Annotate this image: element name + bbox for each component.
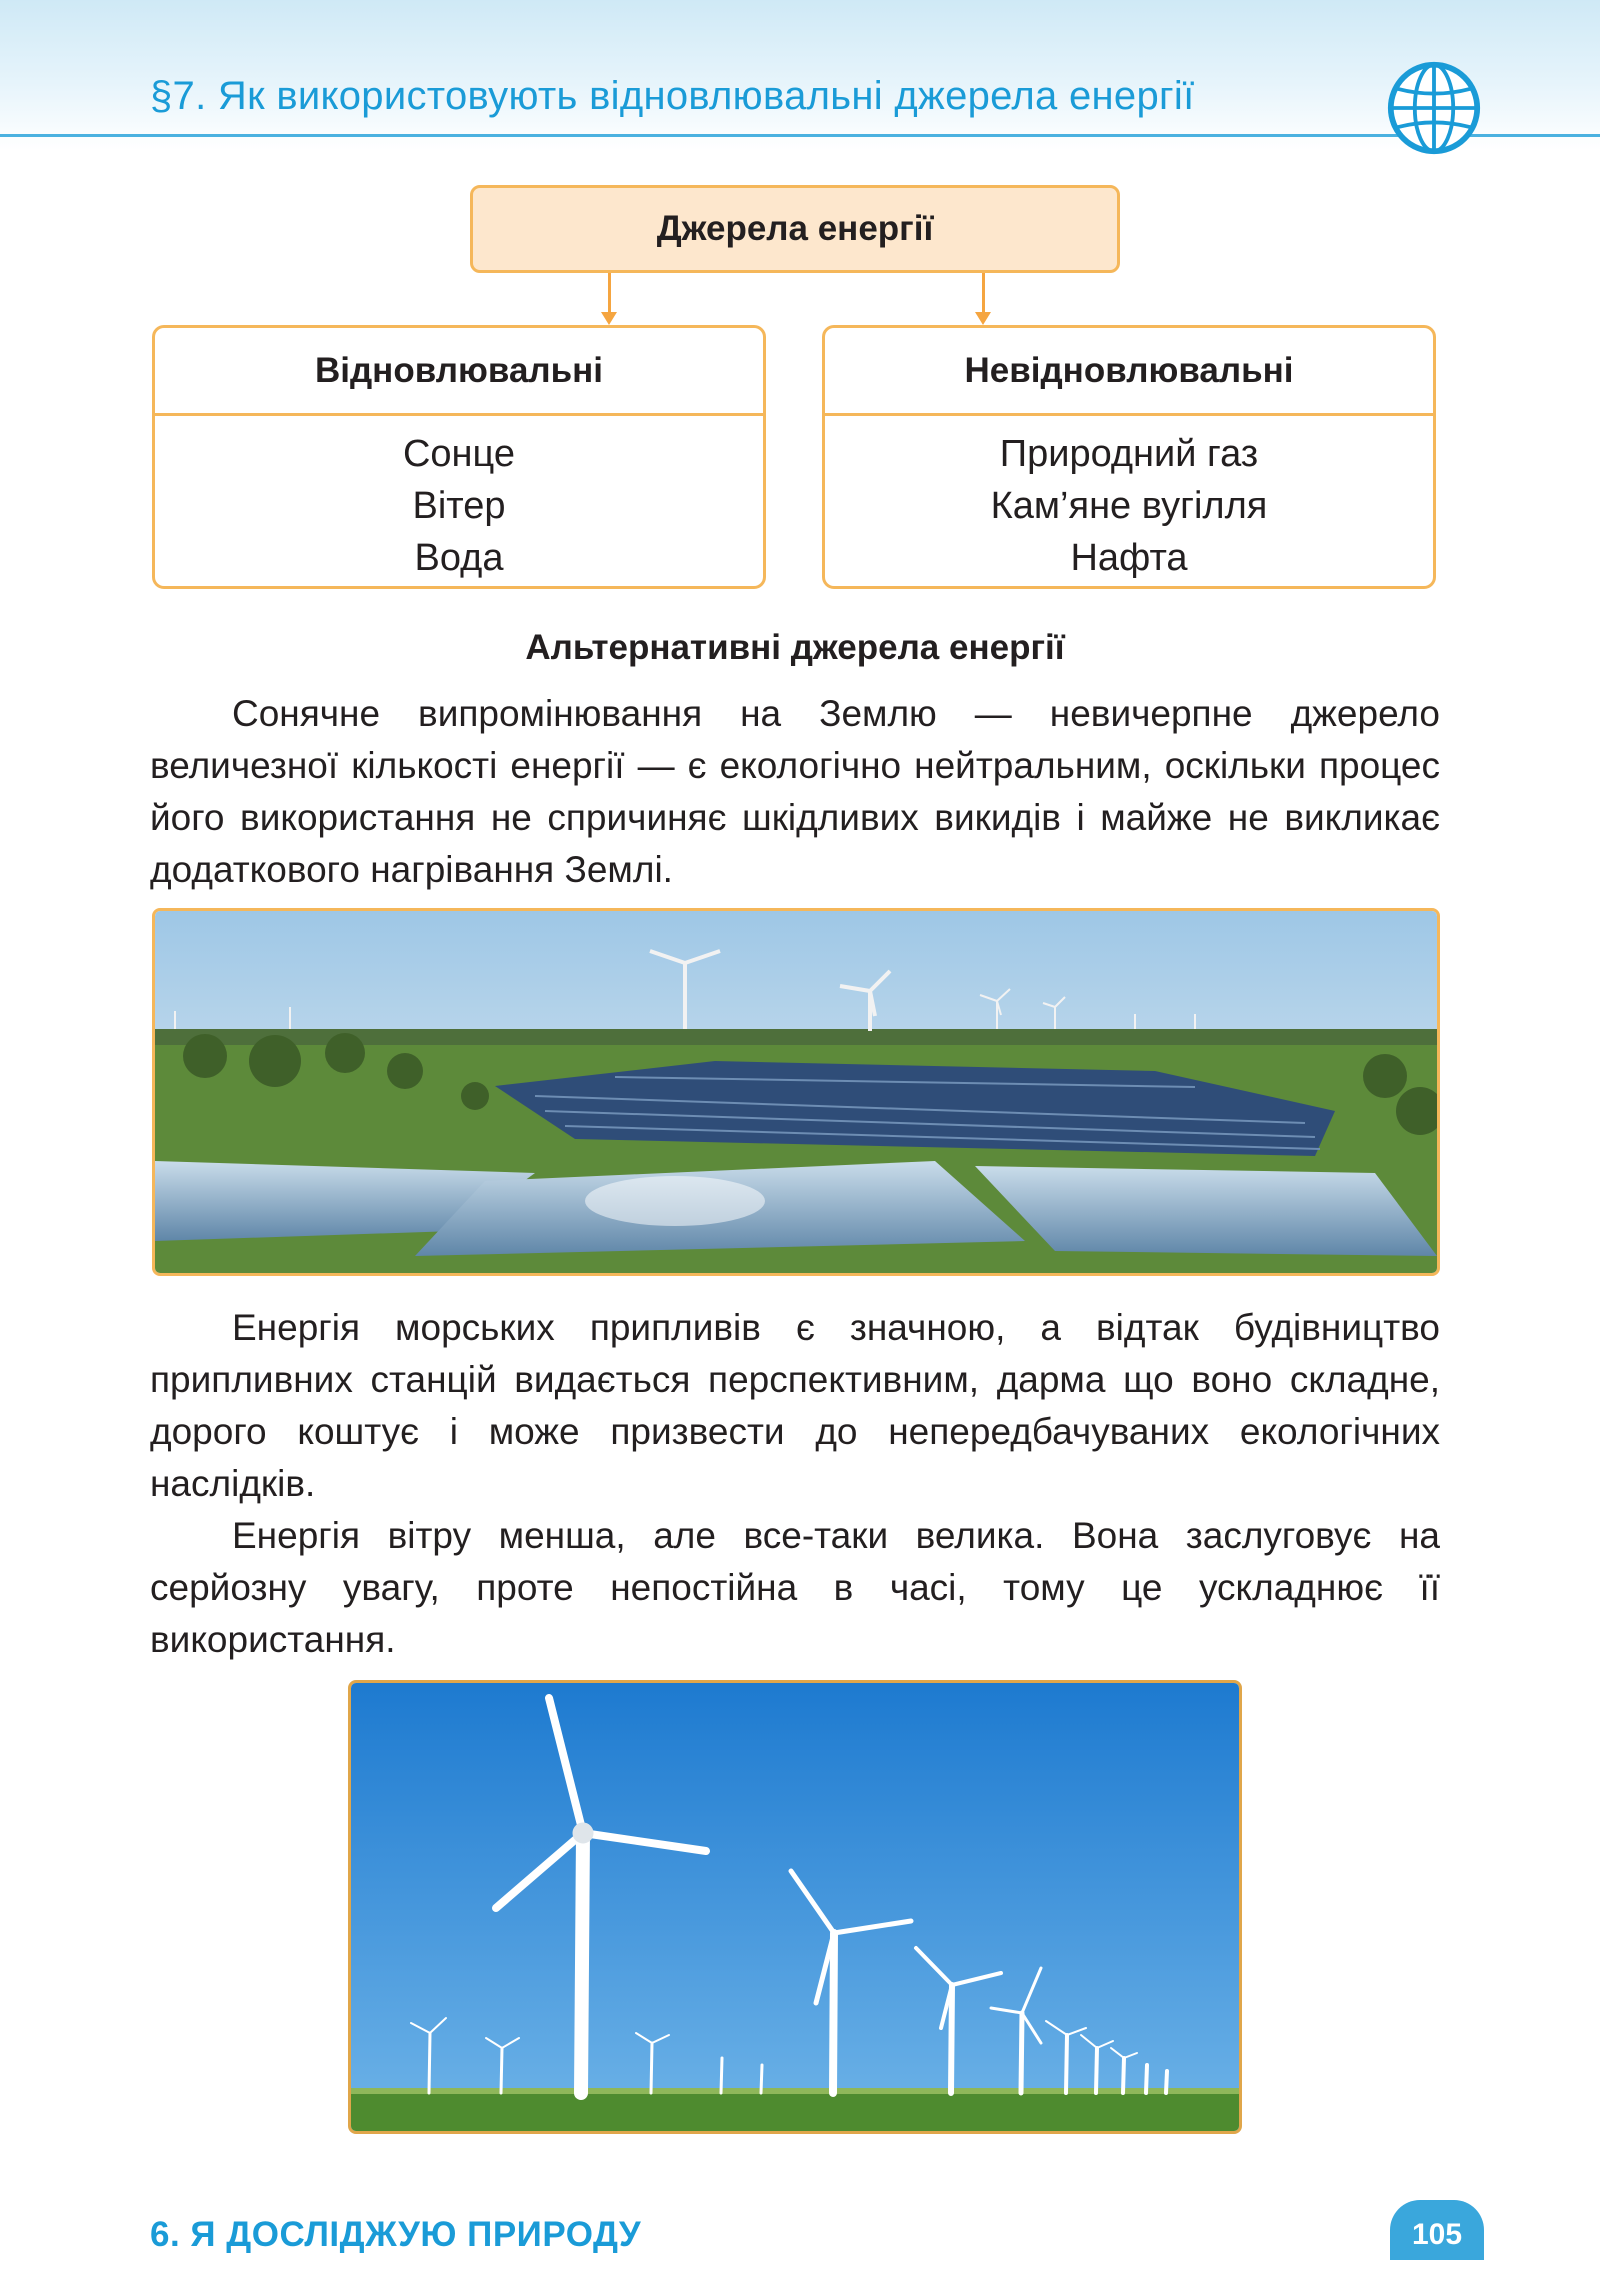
paragraph-solar: Сонячне випромінювання на Землю — невичерпне джерело величезної кількості енергії — є екологічно нейтральним, оскільки процес його використання не спричиняє шкідливих викидів і майже не викликає додаткового нагрівання Землі. bbox=[150, 693, 1440, 890]
paragraph-tidal: Енергія морських припливів є значною, а відтак будівництво припливних станцій видається перспективним, дарма що воно складне, дорого коштує і може призвести до непередбачуваних екологічних наслідків. bbox=[150, 1307, 1440, 1504]
nonrenewable-box bbox=[822, 325, 1436, 589]
energy-sources-root: Джерела енергії bbox=[470, 185, 1120, 273]
renewable-heading: Відновлювальні bbox=[155, 328, 763, 416]
list-item: Сонце bbox=[402, 433, 516, 475]
paragraph-wind: Енергія вітру менша, але все-таки велика. Вона заслуговує на серйозну увагу, проте непостійна в часі, тому це ускладнює її використання. bbox=[150, 1515, 1440, 1660]
header-divider bbox=[0, 134, 1600, 137]
list-item: Вітер bbox=[412, 485, 506, 527]
list-item: Природний газ bbox=[999, 433, 1259, 475]
list-item: Вода bbox=[414, 537, 504, 579]
arrow-to-renewable bbox=[608, 273, 611, 313]
nonrenewable-list bbox=[825, 416, 1433, 584]
list-item: Кам’яне вугілля bbox=[990, 485, 1268, 527]
list-item: Нафта bbox=[1070, 537, 1188, 579]
nonrenewable-heading: Невідновлювальні bbox=[825, 328, 1433, 416]
chapter-label: 6. Я ДОСЛІДЖУЮ ПРИРОДУ bbox=[150, 2215, 642, 2254]
globe-icon bbox=[1386, 60, 1482, 156]
renewable-box bbox=[152, 325, 766, 589]
solar-farm-photo bbox=[152, 908, 1440, 1276]
section-title: §7. Як використовують відновлювальні джерела енергії bbox=[150, 74, 1195, 118]
arrow-to-nonrenewable bbox=[982, 273, 985, 313]
page-number: 105 bbox=[1390, 2200, 1484, 2260]
wind-turbines-photo bbox=[348, 1680, 1242, 2134]
subsection-heading: Альтернативні джерела енергії bbox=[525, 628, 1065, 667]
renewable-list bbox=[155, 416, 763, 584]
